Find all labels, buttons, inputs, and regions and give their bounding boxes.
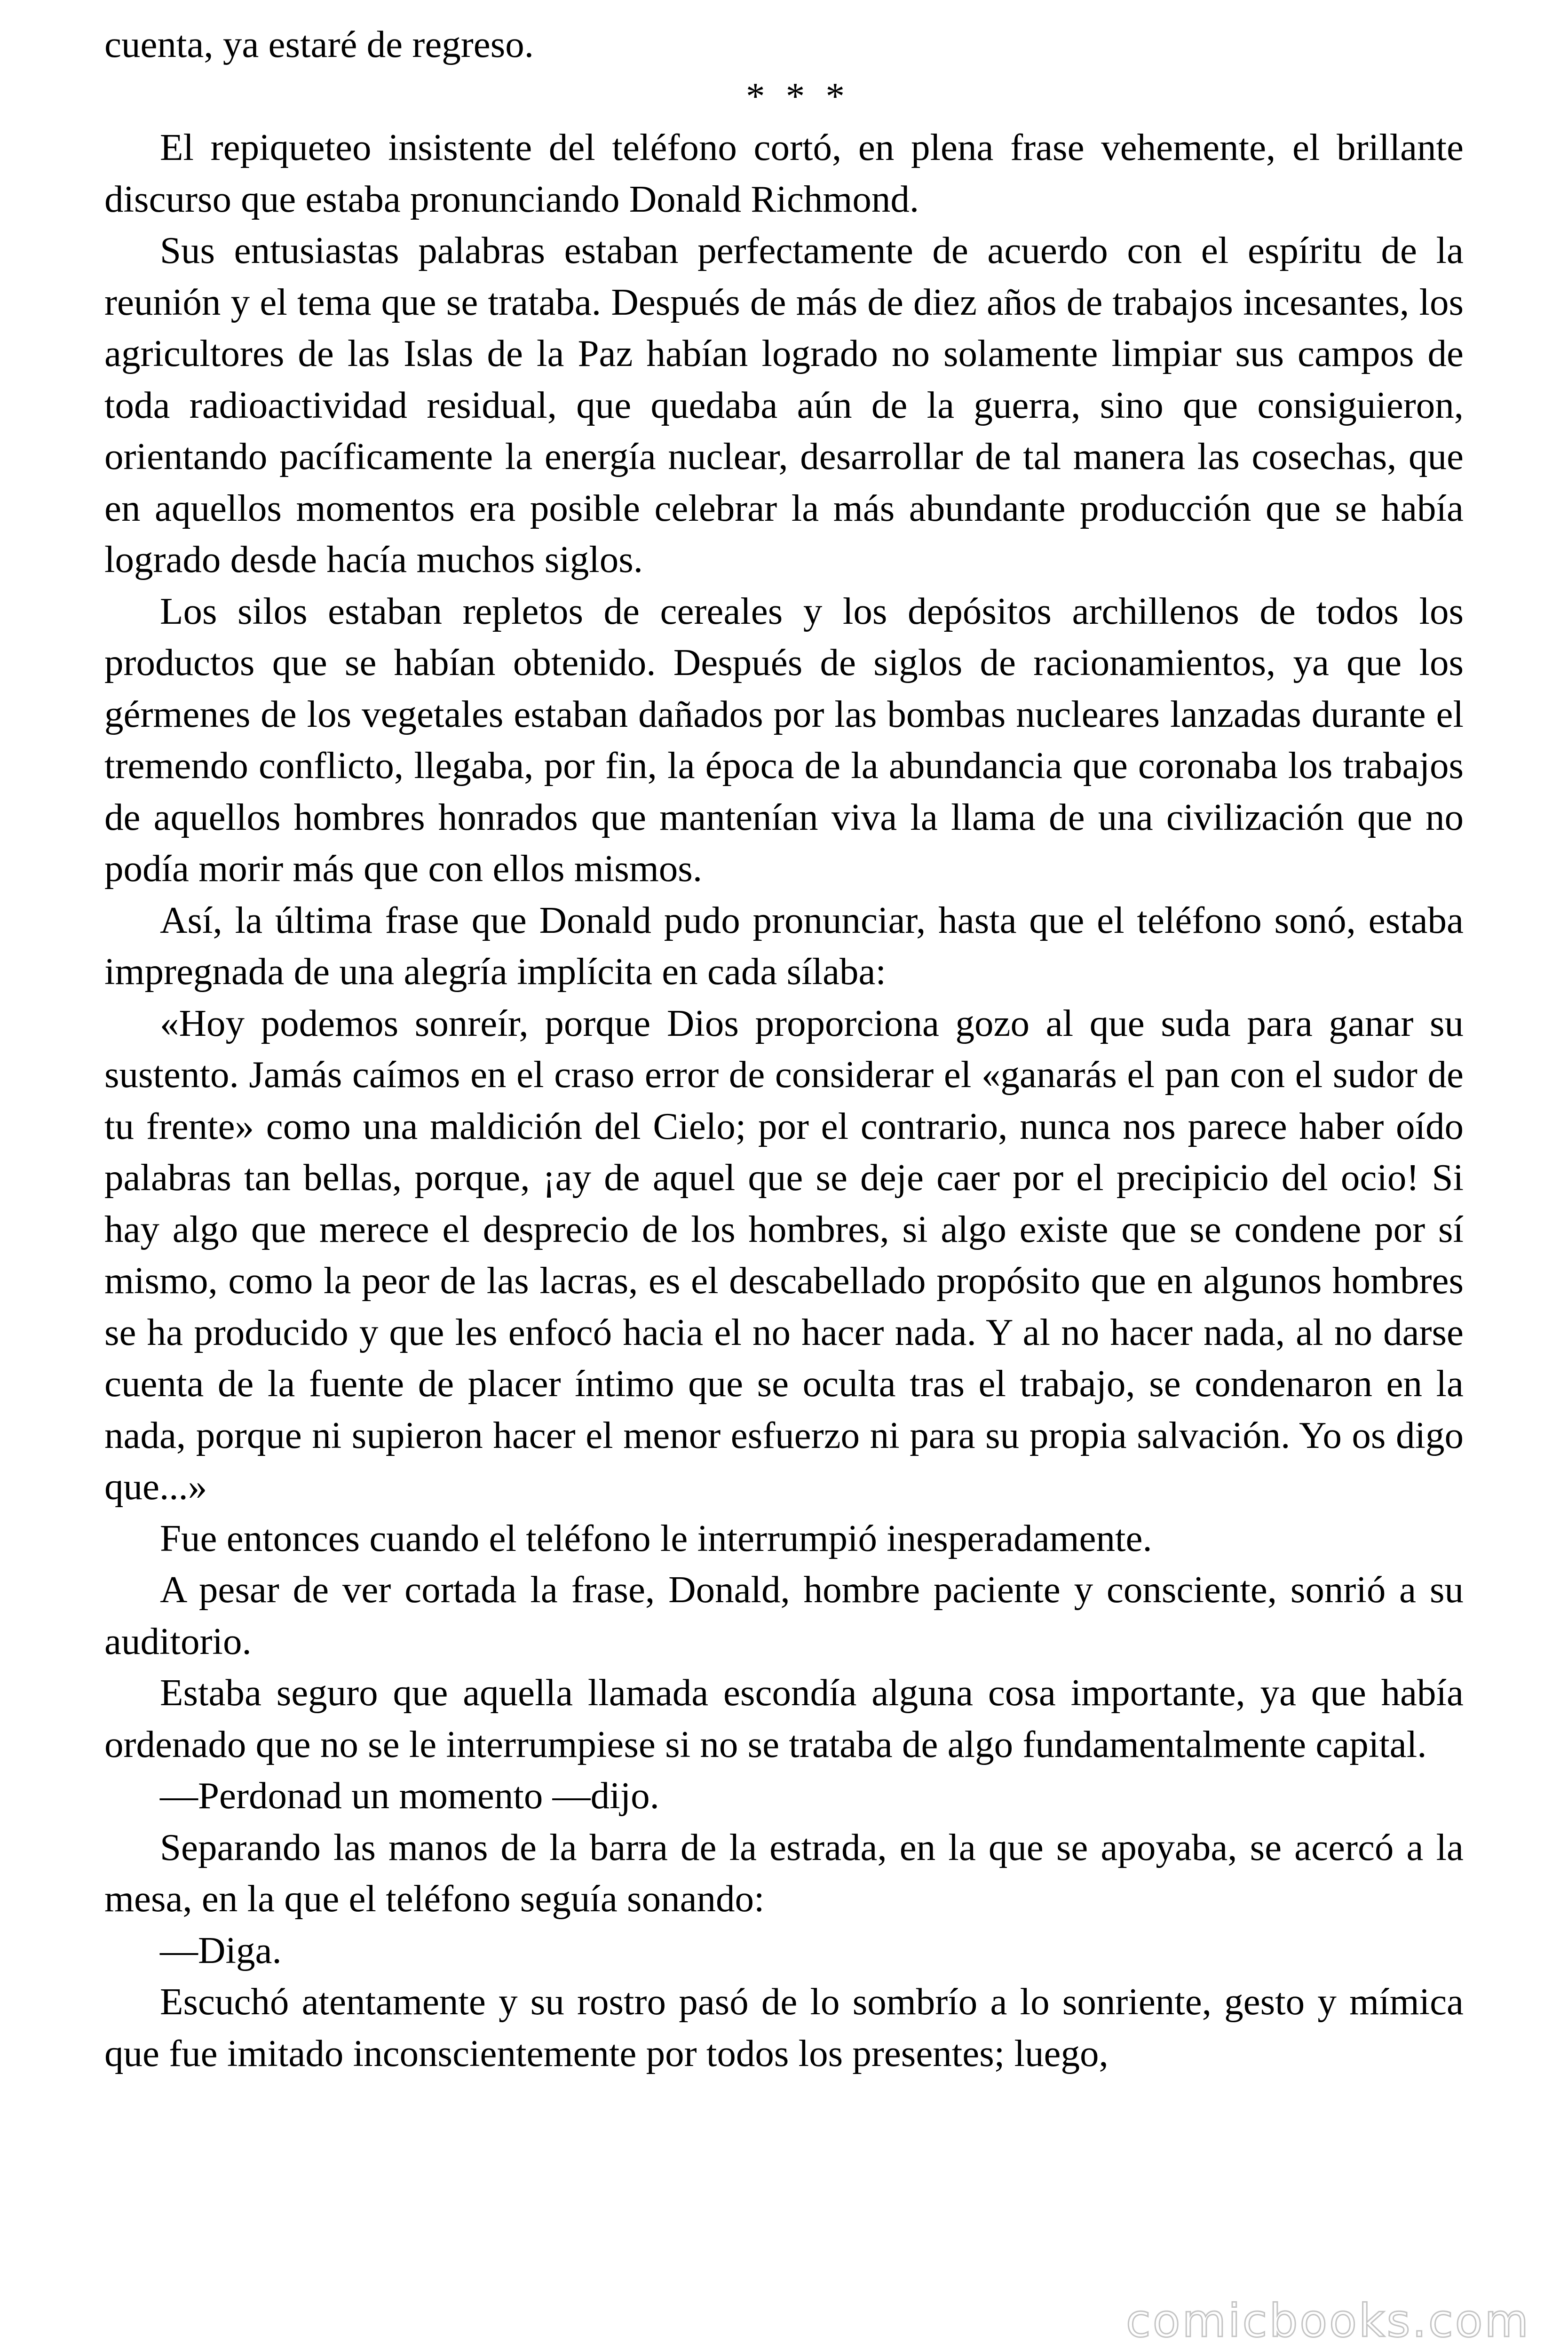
paragraph-dialogue: —Diga. [160,1929,282,1971]
paragraph: Sus entusiastas palabras estaban perfectamente de acuerdo con el espíritu de la reunión y el tema que se trataba. Después de más de diez años de trabajos incesantes, los agricultores de las Islas de la Paz habían logrado no solamente limpiar sus campos de toda radioactividad residual, que quedaba aún de la guerra, sino que consiguieron, orientando pacíficamente la energía nuclear, desarrollar de tal manera las cosechas, que en aquellos momentos era posible celebrar la más abundante producción que se había logrado desde hacía muchos siglos. [104,229,1464,580]
section-separator: * * * [746,74,850,117]
paragraph: A pesar de ver cortada la frase, Donald, hombre paciente y consciente, sonrió a su auditorio. [104,1568,1464,1662]
paragraph: Así, la última frase que Donald pudo pronunciar, hasta que el teléfono sonó, estaba impregnada de una alegría implícita en cada sílaba: [104,898,1464,993]
paragraph: Separando las manos de la barra de la estrada, en la que se apoyaba, se acercó a la mesa, en la que el teléfono seguía sonando: [104,1826,1464,1920]
paragraph: Los silos estaban repletos de cereales y los depósitos archillenos de todos los productos que se habían obtenido. Después de siglos de racionamientos, ya que los gérmenes de los vegetales estaban dañados por las bombas nucleares lanzadas durante el tremendo conflicto, llegaba, por fin, la época de la abundancia que coronaba los trabajos de aquellos hombres honrados que mantenían viva la llama de una civilización que no podía morir más que con ellos mismos. [104,589,1464,890]
paragraph: El repiqueteo insistente del teléfono cortó, en plena frase vehemente, el brillante discurso que estaba pronunciando Donald Richmond. [104,126,1464,220]
paragraph-last: Escuchó atentamente y su rostro pasó de lo sombrío a lo sonriente, gesto y mímica que fue imitado inconscientemente por todos los presentes; luego, [104,1980,1464,2074]
book-page [104,19,1464,2343]
paragraph-speech: «Hoy podemos sonreír, porque Dios proporciona gozo al que suda para ganar su sustento. Jamás caímos en el craso error de considerar el «ganarás el pan con el sudor de tu frente» como una maldición del Cielo; por el contrario, nunca nos parece haber oído palabras tan bellas, porque, ¡ay de aquel que se deje caer por el precipicio del ocio! Si hay algo que merece el desprecio de los hombres, si algo existe que se condene por sí mismo, como la peor de las lacras, es el descabellado propósito que en algunos hombres se ha producido y que les enfocó hacia el no hacer nada. Y al no hacer nada, al no darse cuenta de la fuente de placer íntimo que se oculta tras el trabajo, se condenaron en la nada, porque ni supieron hacer el menor esfuerzo ni para su propia salvación. Yo os digo que...» [104,1001,1464,1508]
paragraph-continuation: cuenta, ya estaré de regreso. [104,23,534,65]
paragraph-dialogue: —Perdonad un momento —dijo. [160,1774,659,1817]
watermark-logo: comicbooks.com [1125,2295,1530,2347]
paragraph: Estaba seguro que aquella llamada escondía alguna cosa importante, ya que había ordenado que no se le interrumpiese si no se trataba de algo fundamentalmente capital. [104,1671,1464,1765]
paragraph: Fue entonces cuando el teléfono le interrumpió inesperadamente. [160,1517,1152,1559]
